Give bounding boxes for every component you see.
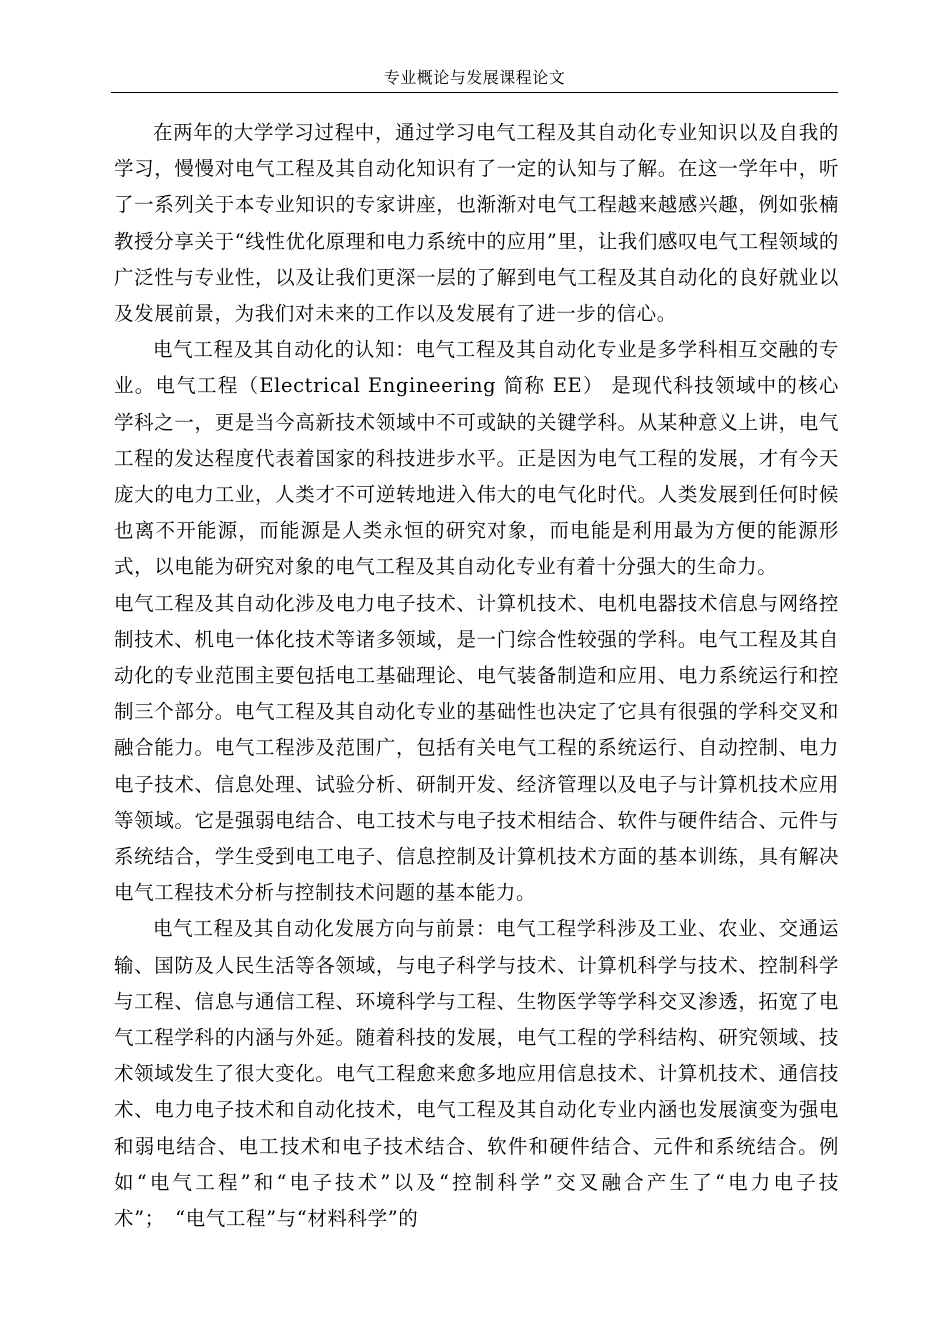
paragraph-cognition: 电气工程及其自动化的认知：电气工程及其自动化专业是多学科相互交融的专业。电气工程（Electrical Engineering 简称 EE） 是现代科技领域中的核心学科之一，更是当今高新技术领域中不可或缺的关键学科。从某种意义上讲，电气工程的发达程度代表着国家的科技进步水平。正是因为电气工程的发展，才有今天庞大的电力工业，人类才不可逆转地进入伟大的电气化时代。人类发展到任何时候也离不开能源，而能源是人类永恒的研究对象，而电能是利用最为方便的能源形式，以电能为研究对象的电气工程及其自动化专业有着十分强大的生命力。 (114, 338, 839, 579)
page-header: 专业概论与发展课程论文 (111, 64, 838, 93)
paragraph-prospects: 电气工程及其自动化发展方向与前景：电气工程学科涉及工业、农业、交通运输、国防及人民生活等各领域，与电子科学与技术、计算机科学与技术、控制科学与工程、信息与通信工程、环境科学与工程、生物医学等学科交叉渗透，拓宽了电气工程学科的内涵与外延。随着科技的发展，电气工程的学科结构、研究领域、技术领域发生了很大变化。电气工程愈来愈多地应用信息技术、计算机技术、通信技术、电力电子技术和自动化技术，电气工程及其自动化专业内涵也发展演变为强电和弱电结合、电工技术和电子技术结合、软件和硬件结合、元件和系统结合。例如“电气工程”和“电子技术”以及“控制科学”交叉融合产生了“电力电子技术”； “电气工程”与“材料科学”的 (114, 917, 839, 1231)
paragraph-intro: 在两年的大学学习过程中，通过学习电气工程及其自动化专业知识以及自我的学习，慢慢对电气工程及其自动化知识有了一定的认知与了解。在这一学年中，听了一系列关于本专业知识的专家讲座，也渐渐对电气工程越来越感兴趣，例如张楠教授分享关于“线性优化原理和电力系统中的应用”里，让我们感叹电气工程领域的广泛性与专业性，以及让我们更深一层的了解到电气工程及其自动化的良好就业以及发展前景，为我们对未来的工作以及发展有了进一步的信心。 (114, 121, 839, 326)
document-body (114, 115, 839, 1237)
paragraph-scope: 电气工程及其自动化涉及电力电子技术、计算机技术、电机电器技术信息与网络控制技术、机电一体化技术等诸多领域，是一门综合性较强的学科。电气工程及其自动化的专业范围主要包括电工基础理论、电气装备制造和应用、电力系统运行和控制三个部分。电气工程及其自动化专业的基础性也决定了它具有很强的学科交叉和融合能力。电气工程涉及范围广，包括有关电气工程的系统运行、自动控制、电力电子技术、信息处理、试验分析、研制开发、经济管理以及电子与计算机技术应用等领域。它是强弱电结合、电工技术与电子技术相结合、软件与硬件结合、元件与系统结合，学生受到电工电子、信息控制及计算机技术方面的基本训练，具有解决电气工程技术分析与控制技术问题的基本能力。 (114, 591, 839, 905)
